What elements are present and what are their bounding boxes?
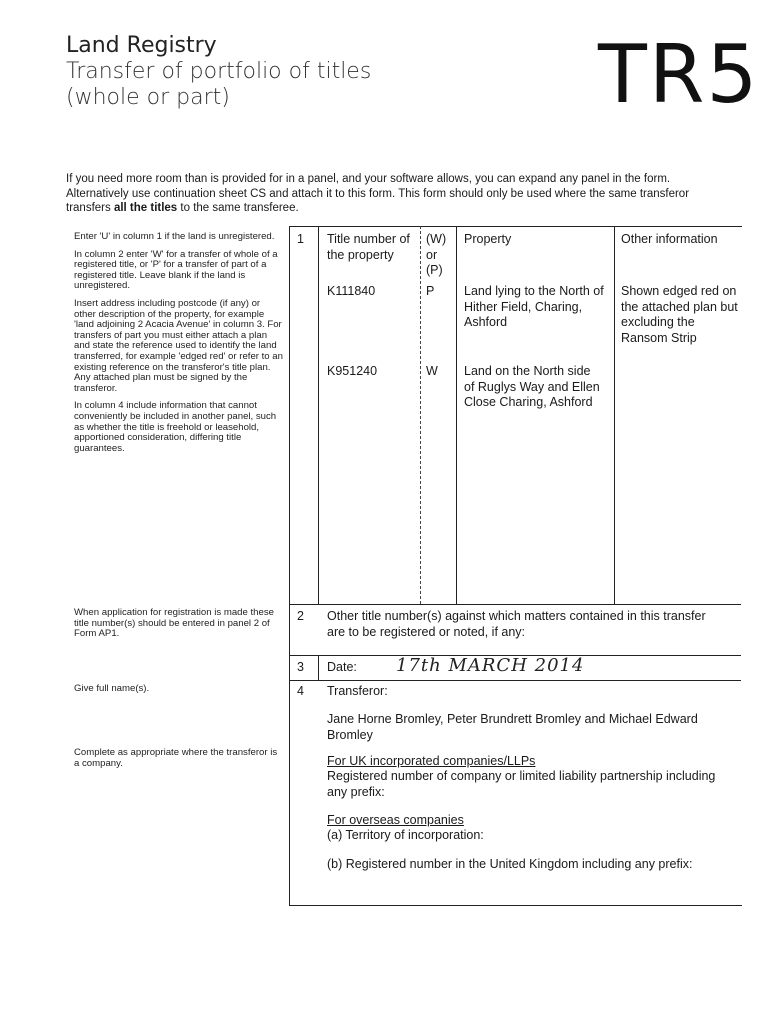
handwritten-date: 17th MARCH 2014 <box>396 655 585 676</box>
form-title: Transfer of portfolio of titles <box>66 59 372 84</box>
other-info-cell: Shown edged red on the attached plan but excluding the Ransom Strip <box>621 284 738 345</box>
intro-text-end: to the same transferee. <box>177 202 299 214</box>
property-cell: Land lying to the North of Hither Field, Charing, Ashford <box>464 284 604 329</box>
date-label: Date: <box>327 660 357 674</box>
transferor-label: Transferor: <box>327 684 388 698</box>
uk-companies-heading: For UK incorporated companies/LLPs <box>327 754 536 768</box>
column-divider <box>456 226 457 604</box>
uk-companies-text: Registered number of company or limited liability partnership including any prefix: <box>327 769 716 799</box>
form-code: TR5 <box>598 28 760 121</box>
panel4-company-note: Complete as appropriate where the transferor is a company. <box>74 747 278 769</box>
column-divider <box>614 226 615 604</box>
panel-divider <box>289 604 741 605</box>
panel4-name-note: Give full name(s). <box>74 683 150 694</box>
intro-bold: all the titles <box>113 202 178 214</box>
uk-registered-number: (b) Registered number in the United Kingdom including any prefix: <box>327 857 693 871</box>
intro-paragraph <box>66 172 726 216</box>
wp-cell: P <box>426 284 435 298</box>
panel-number: 2 <box>297 609 304 623</box>
transferor-names: Jane Horne Bromley, Peter Brundrett Bromley and Michael Edward Bromley <box>327 712 698 742</box>
note-paragraph: Insert address including postcode (if any) or other description of the property, for example 'land adjoining 2 Acacia Avenue' in column 3. For transfers of part you must either attach a plan and state the reference used to identify the land transferred, for example 'edged red' or refer to an existing reference on the transferor's title plan. Any attached plan must be signed by the transferor. <box>74 297 283 394</box>
col-header-property: Property <box>464 232 512 246</box>
col-header-wp: (W) or (P) <box>426 232 447 277</box>
title-number-cell: K111840 <box>327 284 376 298</box>
org-name: Land Registry <box>66 33 217 58</box>
form-title-line2: (whole or part) <box>66 85 230 110</box>
col-header-title-number: Title number of the property <box>327 232 410 262</box>
panel2-text: Other title number(s) against which matters contained in this transfer are to be registered or noted, if any: <box>327 609 706 639</box>
territory-of-incorporation: (a) Territory of incorporation: <box>327 828 484 842</box>
panel-divider <box>289 680 741 681</box>
note-paragraph: Enter 'U' in column 1 if the land is unregistered. <box>74 231 275 242</box>
col-header-other-info: Other information <box>621 232 718 246</box>
panel-number: 3 <box>297 660 304 674</box>
property-cell: Land on the North side of Ruglys Way and Ellen Close Charing, Ashford <box>464 364 600 409</box>
note-paragraph: In column 2 enter 'W' for a transfer of whole of a registered title, or 'P' for a transfer of part of a registered title. Leave blank if the land is unregistered. <box>74 248 278 292</box>
intro-text: If you need more room than is provided for in a panel, and your software allows, you can expand any panel in the form. Alternatively use continuation sheet CS and attach it to this form. This form should only be used where the same transferor transfers <box>66 173 690 214</box>
note-paragraph: In column 4 include information that cannot conveniently be included in another panel, such as whether the title is freehold or leasehold, apportioned consideration, differing title guarantees. <box>74 400 277 454</box>
column-divider <box>318 226 319 604</box>
wp-cell: W <box>426 364 438 378</box>
overseas-companies-heading: For overseas companies <box>327 813 464 827</box>
panel-number: 4 <box>297 684 304 698</box>
column-divider <box>420 226 421 604</box>
column-divider <box>318 655 319 680</box>
panel-number: 1 <box>297 232 304 246</box>
panel1-notes <box>74 232 284 461</box>
title-number-cell: K951240 <box>327 364 378 378</box>
panel2-note: When application for registration is made these title number(s) should be entered in panel 2 of Form AP1. <box>74 607 274 640</box>
